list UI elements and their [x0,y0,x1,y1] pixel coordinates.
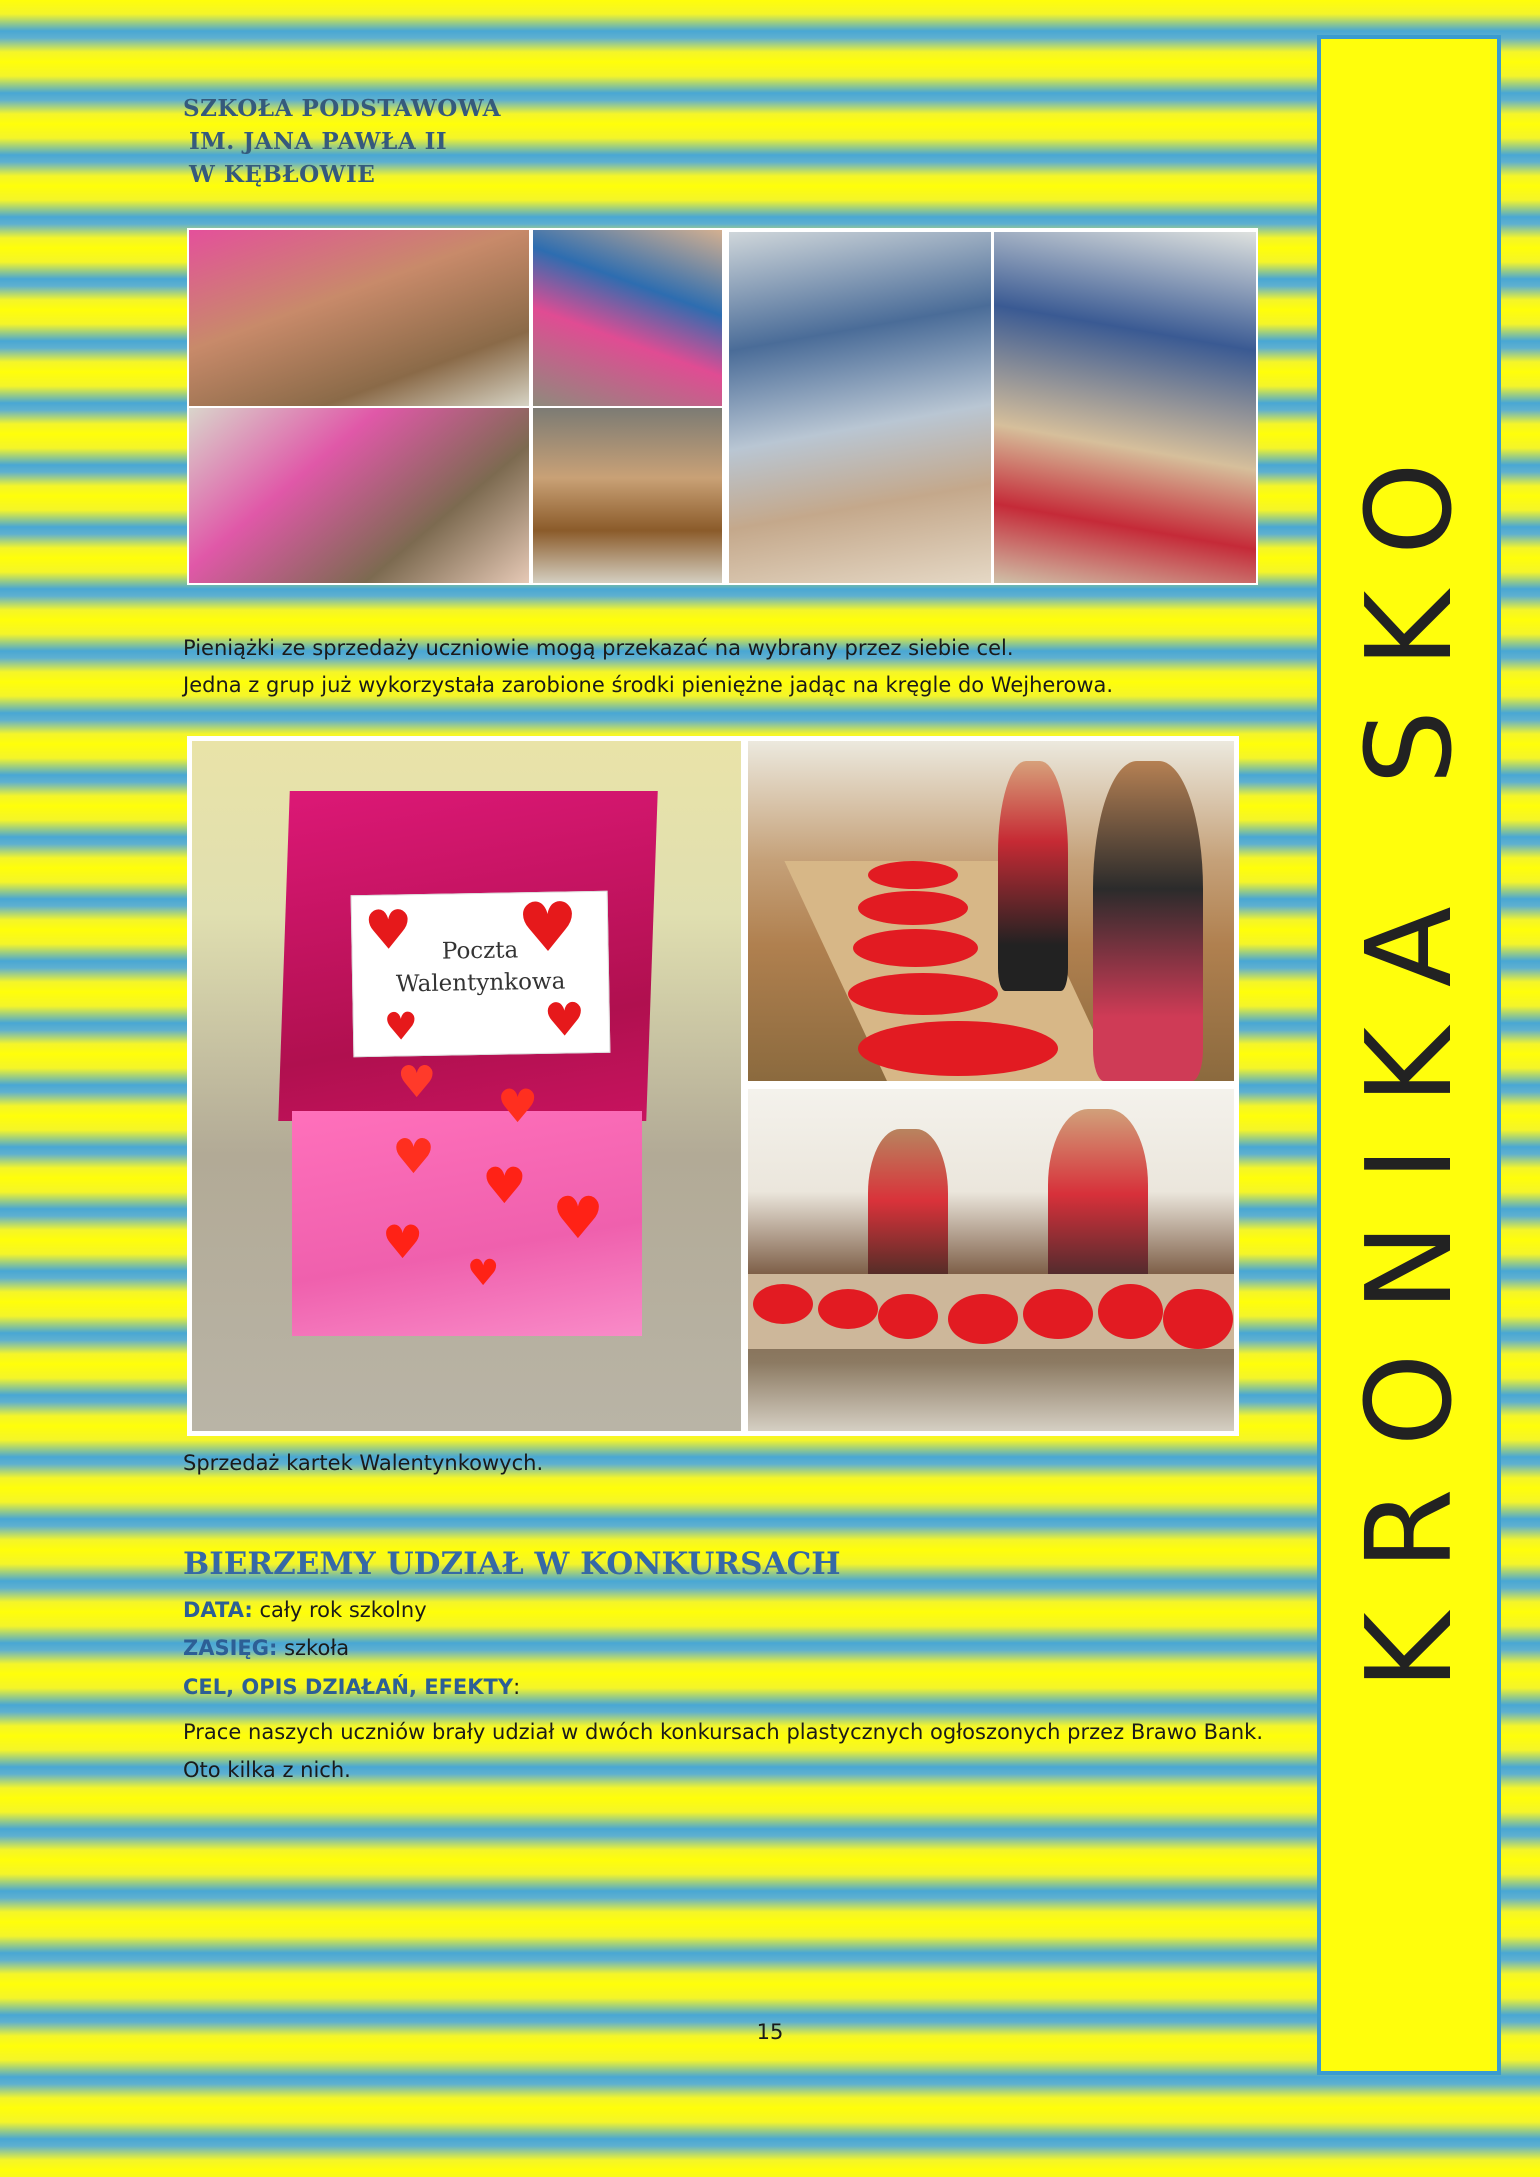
heart-icon: ♥ [543,992,586,1047]
date-field [183,1598,427,1622]
bake-sale-photo [187,228,531,408]
heart-icon: ♥ [383,1004,419,1049]
valentine-sellers-photo [746,1087,1236,1433]
postbox-label-line2: Walentynkowa [395,968,566,998]
valentine-card [868,861,958,889]
heart-icon: ♥ [516,888,579,969]
side-banner [1317,35,1501,2075]
valentine-card [1023,1289,1093,1339]
valentine-card [1163,1289,1233,1349]
student [998,761,1068,991]
heart-icon: ♥ [392,1129,436,1185]
valentine-card [858,1021,1058,1076]
heart-icon: ♥ [382,1215,424,1269]
valentine-card [858,891,968,925]
side-banner-title: KRONIKA SKO [1340,420,1478,1690]
bake-sale-photo [531,406,724,585]
valentine-card [753,1284,813,1324]
heart-icon: ♥ [552,1184,604,1252]
heart-icon: ♥ [397,1057,437,1108]
goal-colon: : [513,1675,521,1699]
scope-value: szkoła [284,1636,350,1660]
valentine-caption: Sprzedaż kartek Walentynkowych. [183,1451,544,1475]
scope-label: ZASIĘG: [183,1636,278,1660]
section-body: Prace naszych uczniów brały udział w dwóch konkursach plastycznych ogłoszonych przez Brawo Bank. Oto kilka z nich. [183,1720,1263,1782]
valentine-card [818,1289,878,1329]
bake-sale-photo [531,228,724,408]
valentine-card [853,929,978,967]
bake-sale-photo [992,230,1258,585]
valentine-card [1098,1284,1163,1339]
student [1093,761,1203,1081]
student [868,1129,948,1289]
student [1048,1109,1148,1299]
scope-field [183,1636,349,1660]
caption-line: Pieniążki ze sprzedaży uczniowie mogą przekazać na wybrany przez siebie cel. [183,636,1014,660]
section-title: BIERZEMY UDZIAŁ W KONKURSACH [183,1546,841,1582]
heart-icon: ♥ [467,1253,500,1294]
bake-sale-caption [183,630,1113,704]
heart-icon: ♥ [482,1157,527,1215]
heart-icon: ♥ [363,898,414,963]
valentine-card [878,1294,938,1339]
date-label: DATA: [183,1598,253,1622]
school-header [183,92,501,191]
bake-sale-photo [187,406,531,585]
date-value: cały rok szkolny [259,1598,427,1622]
heart-icon: ♥ [497,1079,539,1133]
valentine-card [848,973,998,1015]
page-number: 15 [756,2020,784,2044]
school-patron-line: IM. JANA PAWŁA II [189,128,448,155]
postbox-label-line1: Poczta [441,937,519,965]
caption-line: Jedna z grup już wykorzystała zarobione środki pieniężne jadąc na kręgle do Wejherowa. [183,673,1114,697]
school-name-line: SZKOŁA PODSTAWOWA [183,95,502,122]
postbox-label [351,888,611,1057]
bake-sale-photo [727,230,993,585]
goal-label: CEL, OPIS DZIAŁAŃ, EFEKTY [183,1675,514,1699]
goal-field [183,1675,520,1699]
valentine-sellers-photo [746,739,1236,1083]
school-location-line: W KĘBŁOWIE [189,161,376,188]
valentine-card [948,1294,1018,1344]
valentine-postbox-photo [190,739,743,1433]
